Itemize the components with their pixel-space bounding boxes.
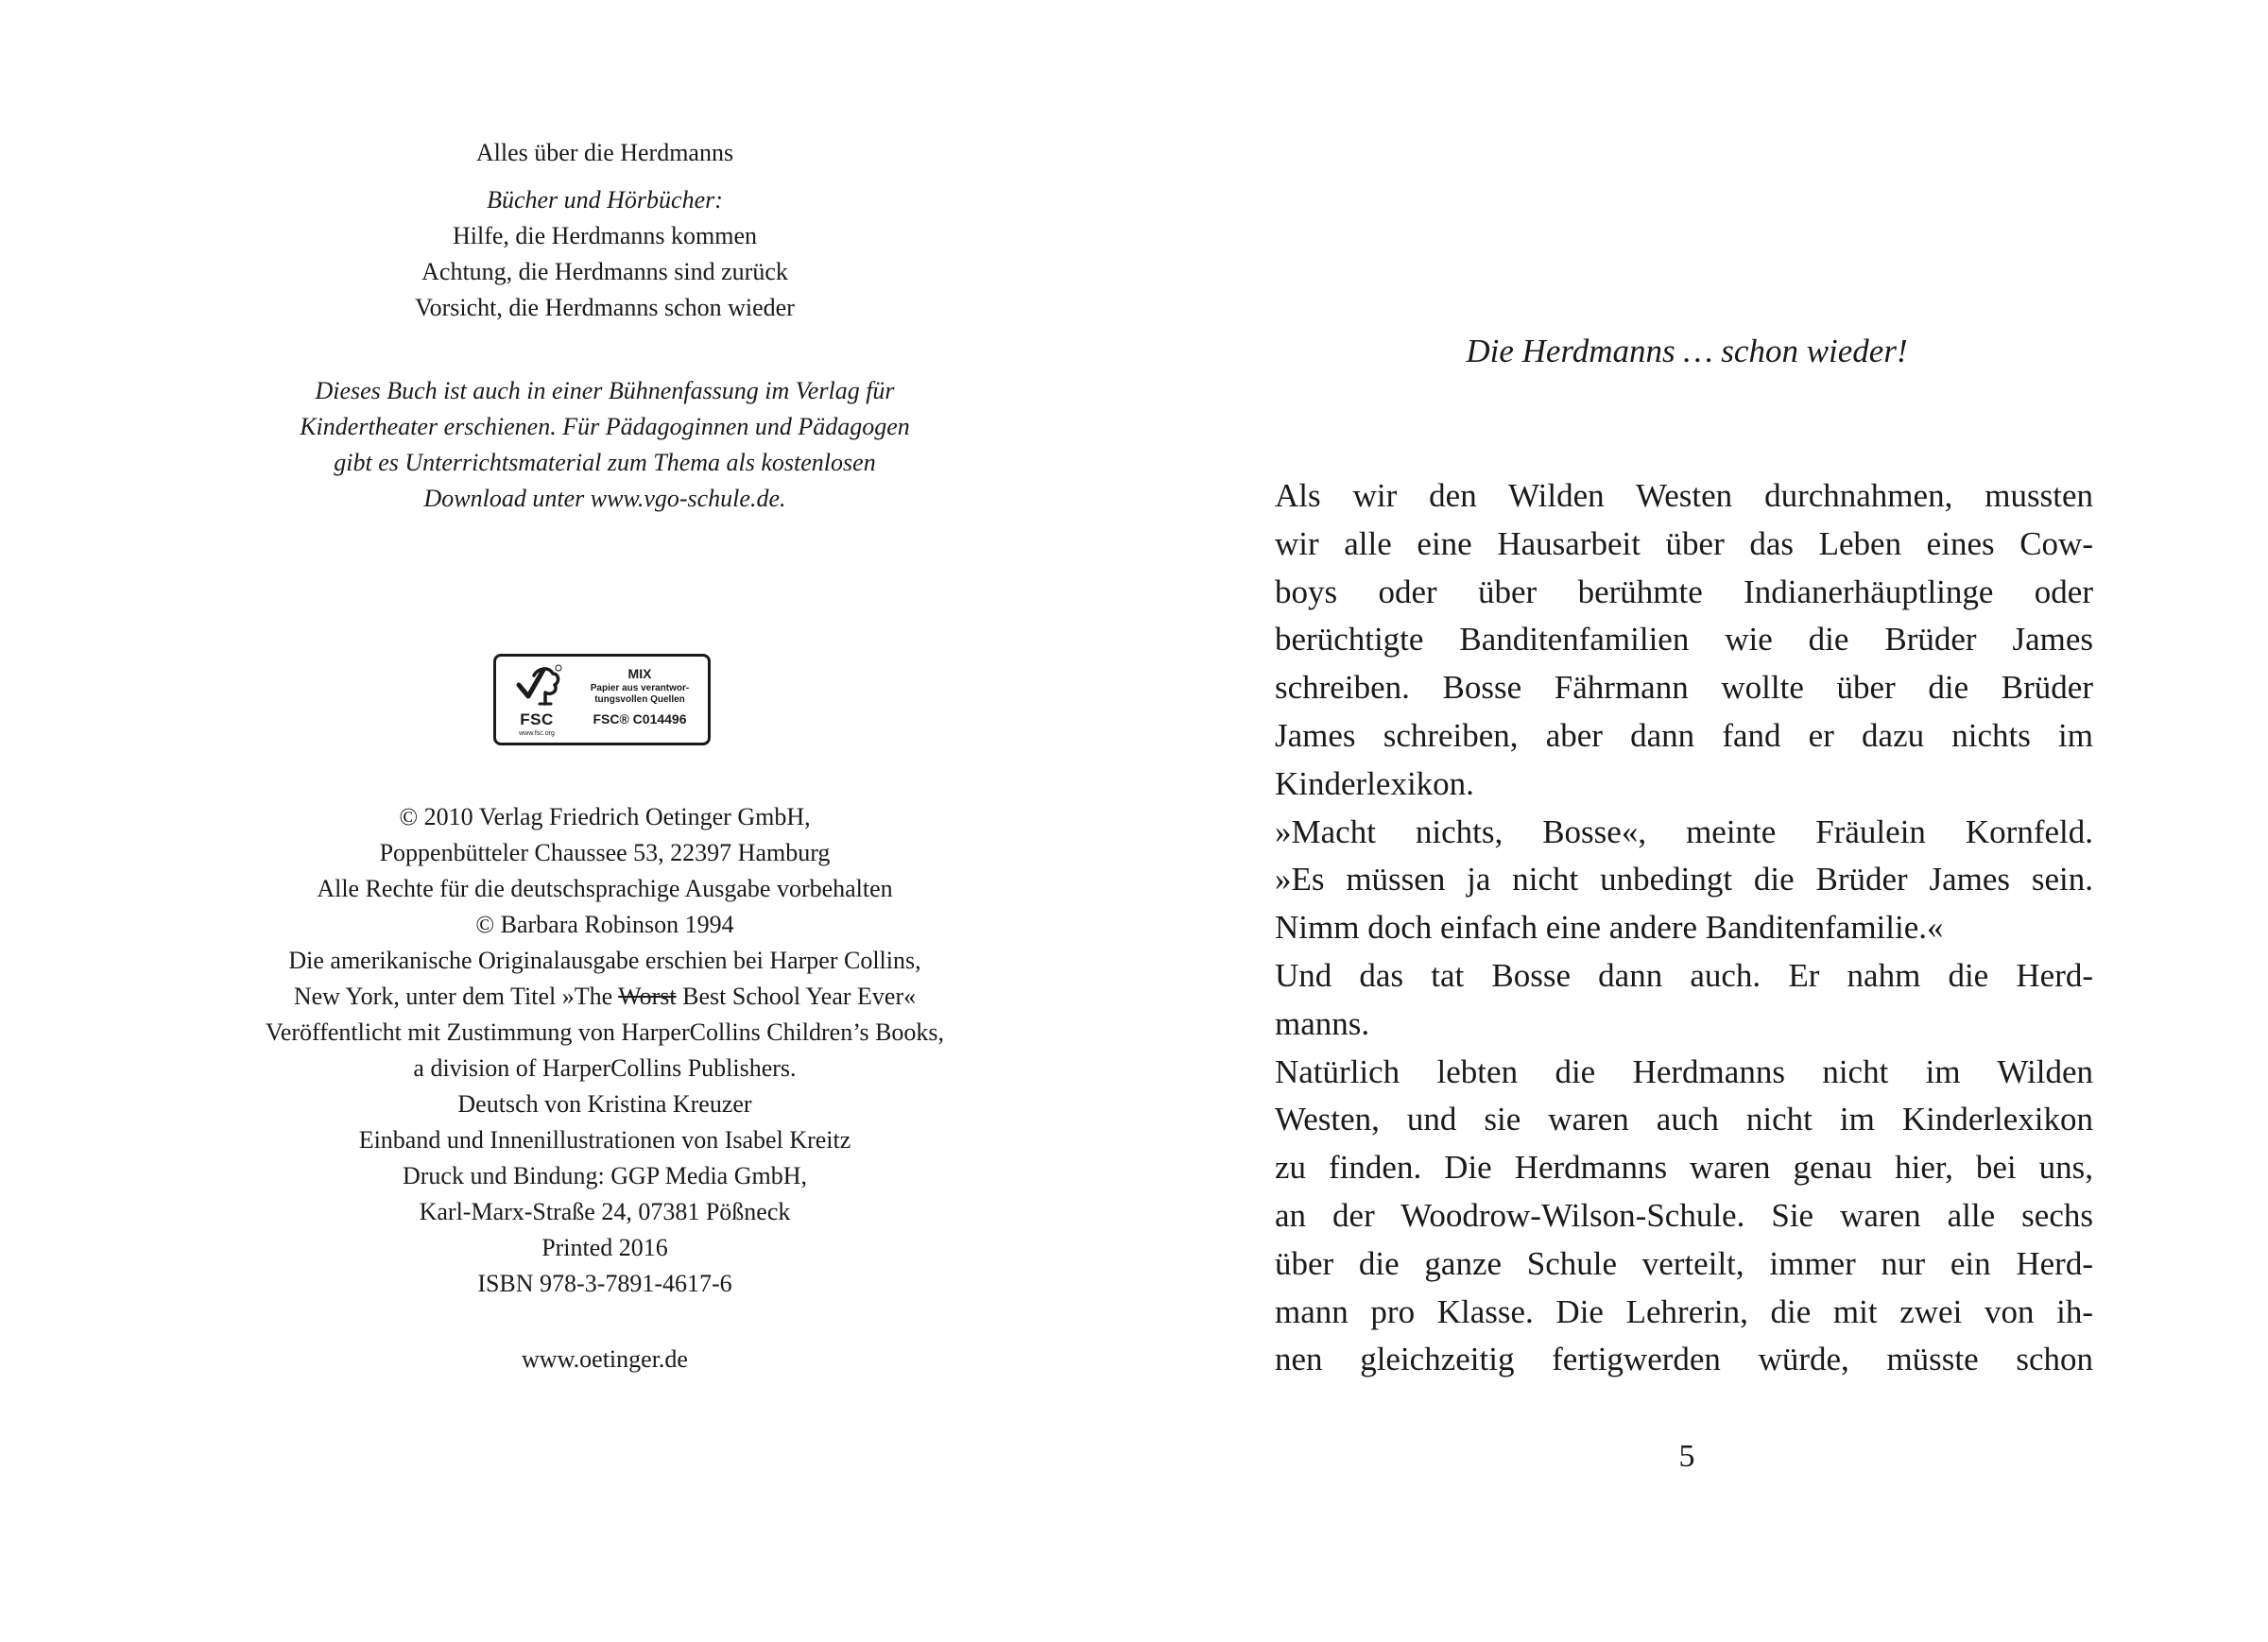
imprint-line: © Barbara Robinson 1994 — [475, 911, 734, 938]
body-line: zu finden. Die Herdmanns waren genau hier, bei uns, — [1275, 1149, 2093, 1187]
fsc-code: FSC® C014496 — [593, 711, 687, 727]
fsc-info — [574, 666, 706, 727]
original-title-line — [180, 979, 1030, 1015]
imprint — [180, 799, 1030, 1302]
body-line: »Macht nichts, Bosse«, meinte Fräulein Kornfeld. — [1275, 812, 2093, 850]
book-title: Vorsicht, die Herdmanns schon wieder — [415, 294, 795, 321]
website-block — [180, 1342, 1030, 1377]
body-line: Nimm doch einfach eine andere Banditenfamilie.« — [1275, 909, 1944, 947]
original-title-before: New York, unter dem Titel »The — [293, 983, 619, 1010]
body-line: boys oder über berühmte Indianerhäuptlinge oder — [1275, 573, 2093, 610]
book-title: Achtung, die Herdmanns sind zurück — [421, 258, 788, 285]
body-line: manns. — [1275, 1004, 1370, 1042]
fsc-description-line: tungsvollen Quellen — [594, 694, 685, 705]
fsc-description — [574, 683, 706, 706]
body-line: Als wir den Wilden Westen durchnahmen, mussten — [1275, 477, 2093, 514]
stage-note-line: Kindertheater erschienen. Für Pädagoginnen und Pädagogen — [300, 413, 910, 440]
chapter-title: Die Herdmanns … schon wieder! — [1466, 333, 1908, 369]
stage-note-line: gibt es Unterrichtsmaterial zum Thema als kostenlosen — [334, 449, 876, 476]
stage-note-line: Dieses Buch ist auch in einer Bühnenfassung im Verlag für — [315, 377, 895, 404]
body-line: Kinderlexikon. — [1275, 764, 1474, 802]
fsc-label — [493, 654, 711, 745]
struck-word: Worst — [618, 983, 677, 1010]
imprint-line: Veröffentlicht mit Zustimmung von HarperCollins Children’s Books, — [265, 1018, 945, 1046]
body-line: Und das tat Bosse dann auch. Er nahm die Herd- — [1275, 956, 2093, 994]
series-subtitle: Bücher und Hörbücher: — [487, 186, 723, 214]
body-line: »Es müssen ja nicht unbedingt die Brüder James sein. — [1275, 861, 2093, 898]
series-title: Alles über die Herdmanns — [475, 139, 734, 166]
fsc-mix: MIX — [627, 666, 652, 681]
body-text — [1275, 472, 2093, 1384]
series-block — [180, 135, 1030, 326]
body-line: an der Woodrow-Wilson-Schule. Sie waren alle sechs — [1275, 1196, 2093, 1234]
body-line: James schreiben, aber dann fand er dazu nichts im — [1275, 716, 2093, 754]
fsc-site: www.fsc.org — [519, 730, 555, 737]
body-line: nen gleichzeitig fertigwerden würde, müsste schon — [1275, 1341, 2093, 1378]
fsc-tree-icon — [506, 662, 568, 742]
body-line: mann pro Klasse. Die Lehrerin, die mit zwei von ih- — [1275, 1292, 2093, 1330]
body-line: berüchtigte Banditenfamilien wie die Brüder James — [1275, 621, 2093, 659]
imprint-line: © 2010 Verlag Friedrich Oetinger GmbH, — [399, 803, 811, 830]
imprint-line: Printed 2016 — [541, 1234, 668, 1261]
body-line: über die ganze Schule verteilt, immer nur ein Herd- — [1275, 1244, 2093, 1282]
page-number: 5 — [1678, 1439, 1695, 1474]
publisher-website: www.oetinger.de — [522, 1345, 688, 1373]
imprint-line: a division of HarperCollins Publishers. — [413, 1054, 797, 1082]
fsc-logo-text: FSC — [520, 710, 554, 728]
book-title: Hilfe, die Herdmanns kommen — [452, 222, 758, 249]
original-title-after: Best School Year Ever« — [676, 983, 917, 1010]
fsc-description-line: Papier aus verantwor- — [590, 683, 690, 693]
imprint-line: ISBN 978-3-7891-4617-6 — [477, 1270, 732, 1297]
imprint-line: Druck und Bindung: GGP Media GmbH, — [402, 1162, 807, 1189]
imprint-line: Deutsch von Kristina Kreuzer — [457, 1090, 752, 1118]
body-line: schreiben. Bosse Fährmann wollte über die Brüder — [1275, 669, 2093, 707]
imprint-line: Einband und Innenillustrationen von Isabel Kreitz — [358, 1126, 851, 1154]
stage-note-line: Download unter www.vgo-schule.de. — [423, 485, 786, 512]
body-line: Westen, und sie waren auch nicht im Kinderlexikon — [1275, 1101, 2093, 1138]
imprint-line: Karl-Marx-Straße 24, 07381 Pößneck — [419, 1198, 791, 1225]
stage-note — [180, 373, 1030, 517]
imprint-line: Alle Rechte für die deutschsprachige Ausgabe vorbehalten — [317, 875, 893, 902]
body-line: wir alle eine Hausarbeit über das Leben eines Cow- — [1275, 524, 2093, 562]
body-line: Natürlich lebten die Herdmanns nicht im Wilden — [1275, 1052, 2093, 1090]
imprint-line: Poppenbütteler Chaussee 53, 22397 Hamburg — [379, 839, 831, 866]
imprint-line: Die amerikanische Originalausgabe erschien bei Harper Collins, — [288, 947, 921, 974]
